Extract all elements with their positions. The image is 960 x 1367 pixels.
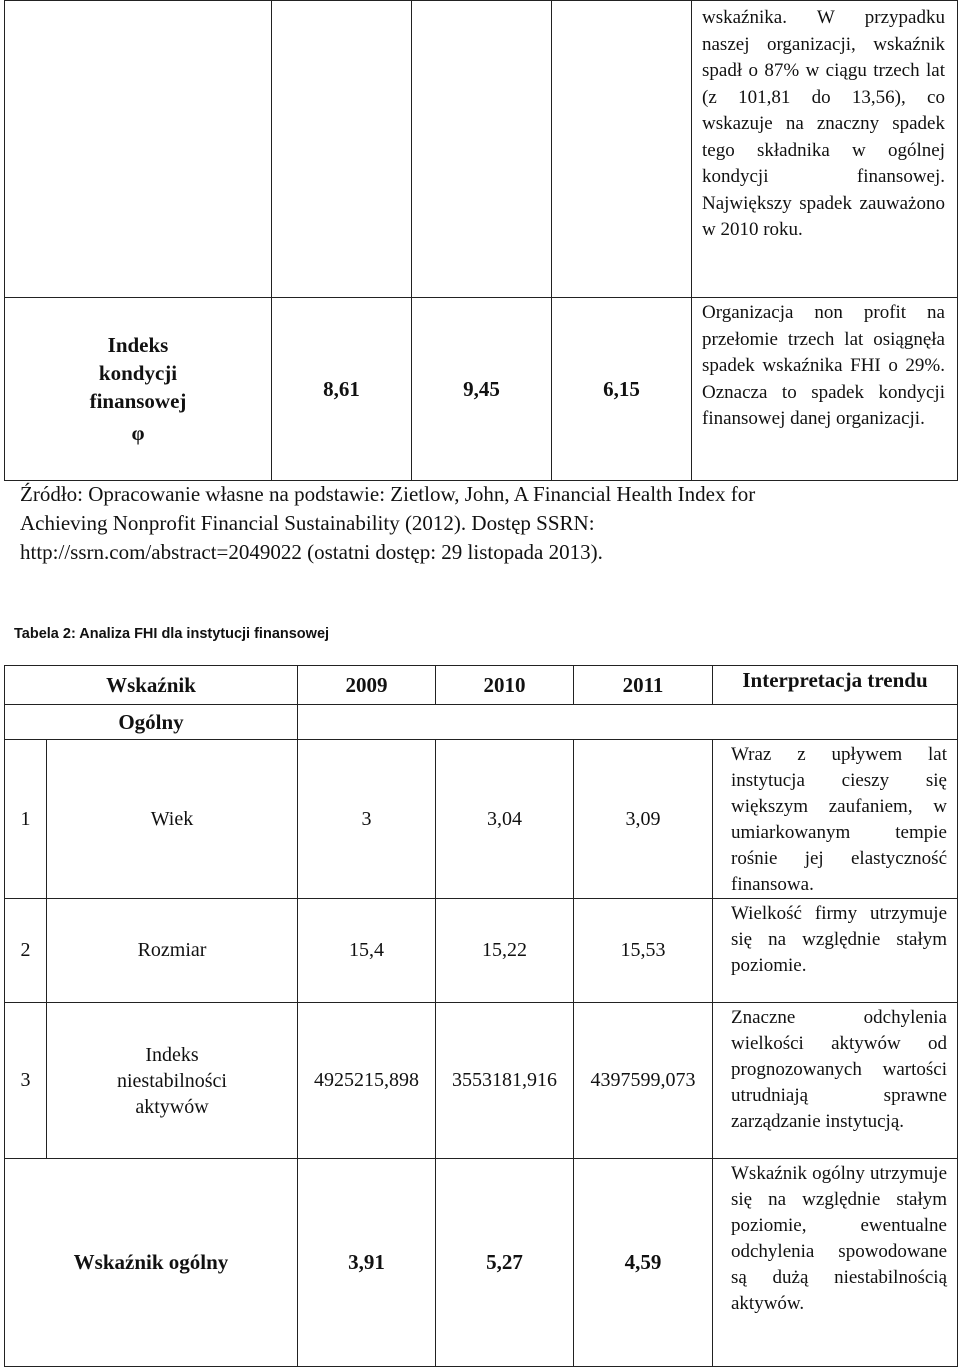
value-2011: 3,09: [574, 740, 713, 899]
row-number: 3: [5, 1003, 47, 1159]
indicator-label-line: Indeks: [107, 333, 169, 357]
header-2011: 2011: [574, 666, 713, 705]
interpretation-cell: [692, 1, 958, 298]
value-2011: 15,53: [574, 899, 713, 1003]
indicator-name-line: Indeks: [145, 1043, 199, 1066]
group-label: Ogólny: [5, 705, 298, 740]
interpretation-cell: [713, 1003, 958, 1159]
table-row: [5, 1, 958, 298]
interpretation-cell: [713, 1159, 958, 1367]
total-value-2009: 3,91: [298, 1159, 436, 1367]
row-number: 2: [5, 899, 47, 1003]
table-caption: Tabela 2: Analiza FHI dla instytucji finansowej: [14, 626, 330, 642]
table-row: [5, 899, 958, 1003]
table-header-row: [5, 666, 958, 705]
interpretation-text: Wraz z upływem lat instytucja cieszy się większym zaufaniem, w umiarkowanym tempie rośnie jej elastyczność finansowa.: [731, 744, 947, 895]
value-2009: 3: [298, 740, 436, 899]
source-line: Achieving Nonprofit Financial Sustainability (2012). Dostęp SSRN:: [20, 511, 595, 535]
value-2009: 4925215,898: [298, 1003, 436, 1159]
interpretation-text: wskaźnika. W przypadku naszej organizacji, wskaźnik spadł o 87% w ciągu trzech lat (z 101,81 do 13,56), co wskazuje na znaczny spadek tego składnika w ogólnej kondycji finansowej. Największy spadek zauważono w 2010 roku.: [702, 7, 945, 240]
total-row: [5, 1159, 958, 1367]
header-2010: 2010: [436, 666, 574, 705]
table-cell-empty: [412, 1, 552, 298]
row-indicator-name: [47, 1003, 298, 1159]
table-row: [5, 298, 958, 481]
row-number: 1: [5, 740, 47, 899]
table-cell-empty: [5, 1, 272, 298]
table-row: [5, 740, 958, 899]
value-2010: 3,04: [436, 740, 574, 899]
source-note: [20, 480, 920, 567]
indicator-name-line: aktywów: [135, 1095, 209, 1118]
table-cell-empty: [298, 705, 958, 740]
value-2010: 15,22: [436, 899, 574, 1003]
row-indicator-name: Wiek: [47, 740, 298, 899]
interpretation-text: Wskaźnik ogólny utrzymuje się na względnie stałym poziomie, ewentualne odchylenia spowodowane są dużą niestabilnością aktywów.: [731, 1163, 947, 1314]
fhi-institution-table: [4, 665, 958, 1367]
indicator-label-cell: [5, 298, 272, 481]
header-indicator: Wskaźnik: [5, 666, 298, 705]
value-2009: 15,4: [298, 899, 436, 1003]
value-2011: 4397599,073: [574, 1003, 713, 1159]
source-line: http://ssrn.com/abstract=2049022 (ostatni dostęp: 29 listopada 2013).: [20, 540, 603, 564]
interpretation-text: Znaczne odchylenia wielkości aktywów od prognozowanych wartości utrudniają sprawne zarządzanie instytucją.: [731, 1007, 947, 1132]
interpretation-text: Wielkość firmy utrzymuje się na względnie stałym poziomie.: [731, 903, 947, 976]
value-2009: 8,61: [272, 298, 412, 481]
value-2011: 6,15: [552, 298, 692, 481]
table-cell-empty: [552, 1, 692, 298]
total-value-2010: 5,27: [436, 1159, 574, 1367]
indicator-name-line: niestabilności: [117, 1069, 227, 1092]
table-row: [5, 1003, 958, 1159]
indicator-label-line: kondycji: [98, 361, 178, 385]
total-label: Wskaźnik ogólny: [5, 1159, 298, 1367]
total-value-2011: 4,59: [574, 1159, 713, 1367]
table-cell-empty: [272, 1, 412, 298]
interpretation-cell: [713, 740, 958, 899]
value-2010: 9,45: [412, 298, 552, 481]
group-row: [5, 705, 958, 740]
interpretation-text: Organizacja non profit na przełomie trzech lat osiągnęła spadek wskaźnika FHI o 29%. Oznacza to spadek kondycji finansowej danej organizacji.: [702, 302, 945, 429]
header-trend: Interpretacja trendu: [713, 666, 958, 705]
header-2009: 2009: [298, 666, 436, 705]
fhi-organization-table: [4, 0, 958, 481]
indicator-label-line: finansowej: [89, 389, 187, 413]
interpretation-cell: [692, 298, 958, 481]
source-line: Źródło: Opracowanie własne na podstawie: Zietlow, John, A Financial Health Index for: [20, 482, 756, 506]
value-2010: 3553181,916: [436, 1003, 574, 1159]
interpretation-cell: [713, 899, 958, 1003]
row-indicator-name: Rozmiar: [47, 899, 298, 1003]
indicator-label-line: φ: [131, 421, 145, 445]
